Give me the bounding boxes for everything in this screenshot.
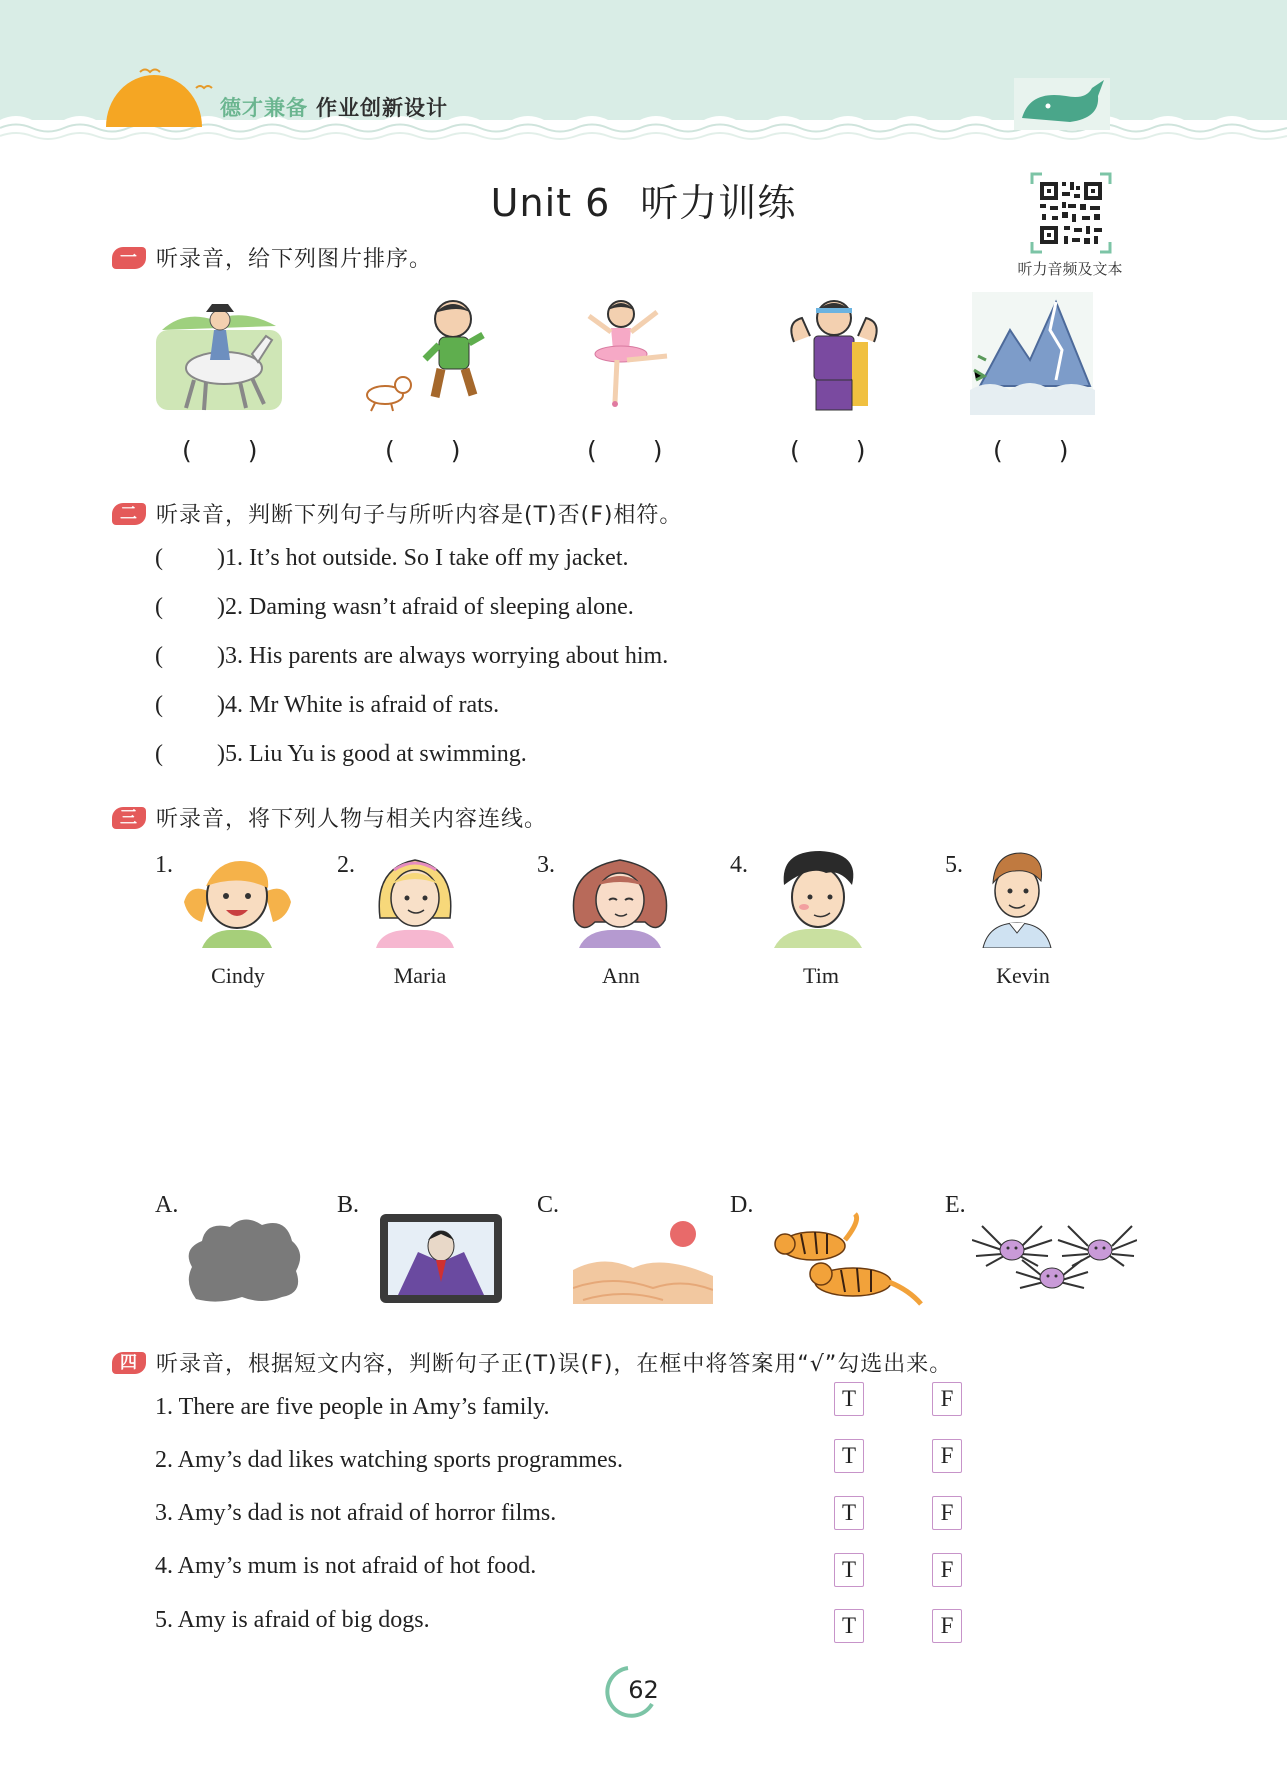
judge-item-2: 2. Amy’s dad likes watching sports programmes. — [155, 1447, 623, 1473]
person-number-2: 2. — [337, 852, 355, 878]
section1-blank-4[interactable]: ( ) — [790, 436, 866, 465]
section1-blank-1[interactable]: ( ) — [182, 436, 258, 465]
section2-instruction: 听录音，判断下列句子与所听内容是(T)否(F)相符。 — [156, 503, 683, 528]
true-box-1[interactable]: T — [834, 1382, 864, 1416]
boy-and-dog-icon — [355, 295, 495, 415]
false-box-3[interactable]: F — [932, 1496, 962, 1530]
false-box-5[interactable]: F — [932, 1609, 962, 1643]
kevin-face-icon — [975, 845, 1060, 948]
true-box-4[interactable]: T — [834, 1553, 864, 1587]
person-name-2: Maria — [393, 963, 447, 988]
person-number-1: 1. — [155, 852, 173, 878]
person-name-4: Tim — [803, 963, 839, 988]
section4-instruction: 听录音，根据短文内容，判断句子正(T)误(F)，在框中将答案用“√”勾选出来。 — [156, 1352, 953, 1377]
thing-letter-b: B. — [337, 1192, 360, 1218]
judge-item-4: 4. Amy’s mum is not afraid of hot food. — [155, 1553, 537, 1579]
section1-blank-5[interactable]: ( ) — [993, 436, 1069, 465]
ballet-girl-icon — [575, 292, 675, 414]
person-name-1: Cindy — [211, 963, 265, 988]
section3-instruction: 听录音，将下列人物与相关内容连线。 — [156, 807, 548, 832]
section4-badge: 四 — [112, 1352, 146, 1374]
title-unit: Unit 6 — [490, 181, 611, 225]
section2-badge: 二 — [112, 503, 146, 525]
person-name-5: Kevin — [996, 963, 1050, 988]
thing-letter-c: C. — [537, 1192, 560, 1218]
tigers-icon — [765, 1210, 925, 1308]
section3-heading — [112, 802, 547, 833]
maria-face-icon — [370, 848, 460, 948]
whale-icon — [1014, 78, 1110, 130]
horse-rider-icon — [154, 290, 284, 415]
section2-heading — [112, 498, 682, 529]
brand-plain: 作业创新设计 — [316, 96, 448, 120]
section3-badge: 三 — [112, 807, 146, 829]
desert-sun-icon — [573, 1218, 713, 1304]
thing-letter-d: D. — [730, 1192, 754, 1218]
section1-badge: 一 — [112, 247, 146, 269]
dark-cloud-icon — [182, 1213, 306, 1303]
thing-letter-e: E. — [945, 1192, 966, 1218]
section1-blank-2[interactable]: ( ) — [385, 436, 461, 465]
thing-letter-a: A. — [155, 1192, 179, 1218]
section1-instruction: 听录音，给下列图片排序。 — [156, 247, 433, 272]
strong-boy-icon — [780, 292, 890, 414]
false-box-1[interactable]: F — [932, 1382, 962, 1416]
qr-label: 听力音频及文本 — [1017, 260, 1123, 278]
mountain-icon — [970, 290, 1095, 415]
page-number: 62 — [628, 1676, 659, 1704]
judge-item-5: 5. Amy is afraid of big dogs. — [155, 1607, 430, 1633]
true-box-2[interactable]: T — [834, 1439, 864, 1473]
title-subject: 听力训练 — [640, 181, 797, 225]
horror-film-tv-icon — [378, 1212, 504, 1305]
ann-face-icon — [565, 850, 675, 948]
judge-item-1: 1. There are five people in Amy’s family. — [155, 1394, 550, 1420]
judge-item-3: 3. Amy’s dad is not afraid of horror films. — [155, 1500, 557, 1526]
person-number-5: 5. — [945, 852, 963, 878]
tf-item-4: ( )4. Mr White is afraid of rats. — [155, 692, 500, 718]
brand-colored: 德才兼备 — [220, 96, 308, 120]
section1-blank-3[interactable]: ( ) — [587, 436, 663, 465]
spiders-icon — [972, 1222, 1137, 1290]
tf-item-1: ( )1. It’s hot outside. So I take off my jacket. — [155, 545, 629, 571]
tf-item-2: ( )2. Daming wasn’t afraid of sleeping alone. — [155, 594, 634, 620]
person-number-4: 4. — [730, 852, 748, 878]
tf-item-3: ( )3. His parents are always worrying about him. — [155, 643, 669, 669]
section1-heading — [112, 242, 432, 273]
cindy-face-icon — [180, 852, 295, 948]
false-box-2[interactable]: F — [932, 1439, 962, 1473]
true-box-5[interactable]: T — [834, 1609, 864, 1643]
qr-code-icon[interactable] — [1030, 172, 1112, 254]
section4-heading — [112, 1347, 952, 1378]
tf-item-5: ( )5. Liu Yu is good at swimming. — [155, 741, 527, 767]
header-band — [0, 0, 1287, 150]
true-box-3[interactable]: T — [834, 1496, 864, 1530]
person-name-3: Ann — [602, 963, 640, 988]
person-number-3: 3. — [537, 852, 555, 878]
tim-face-icon — [760, 845, 875, 948]
false-box-4[interactable]: F — [932, 1553, 962, 1587]
brand-series — [220, 92, 448, 122]
